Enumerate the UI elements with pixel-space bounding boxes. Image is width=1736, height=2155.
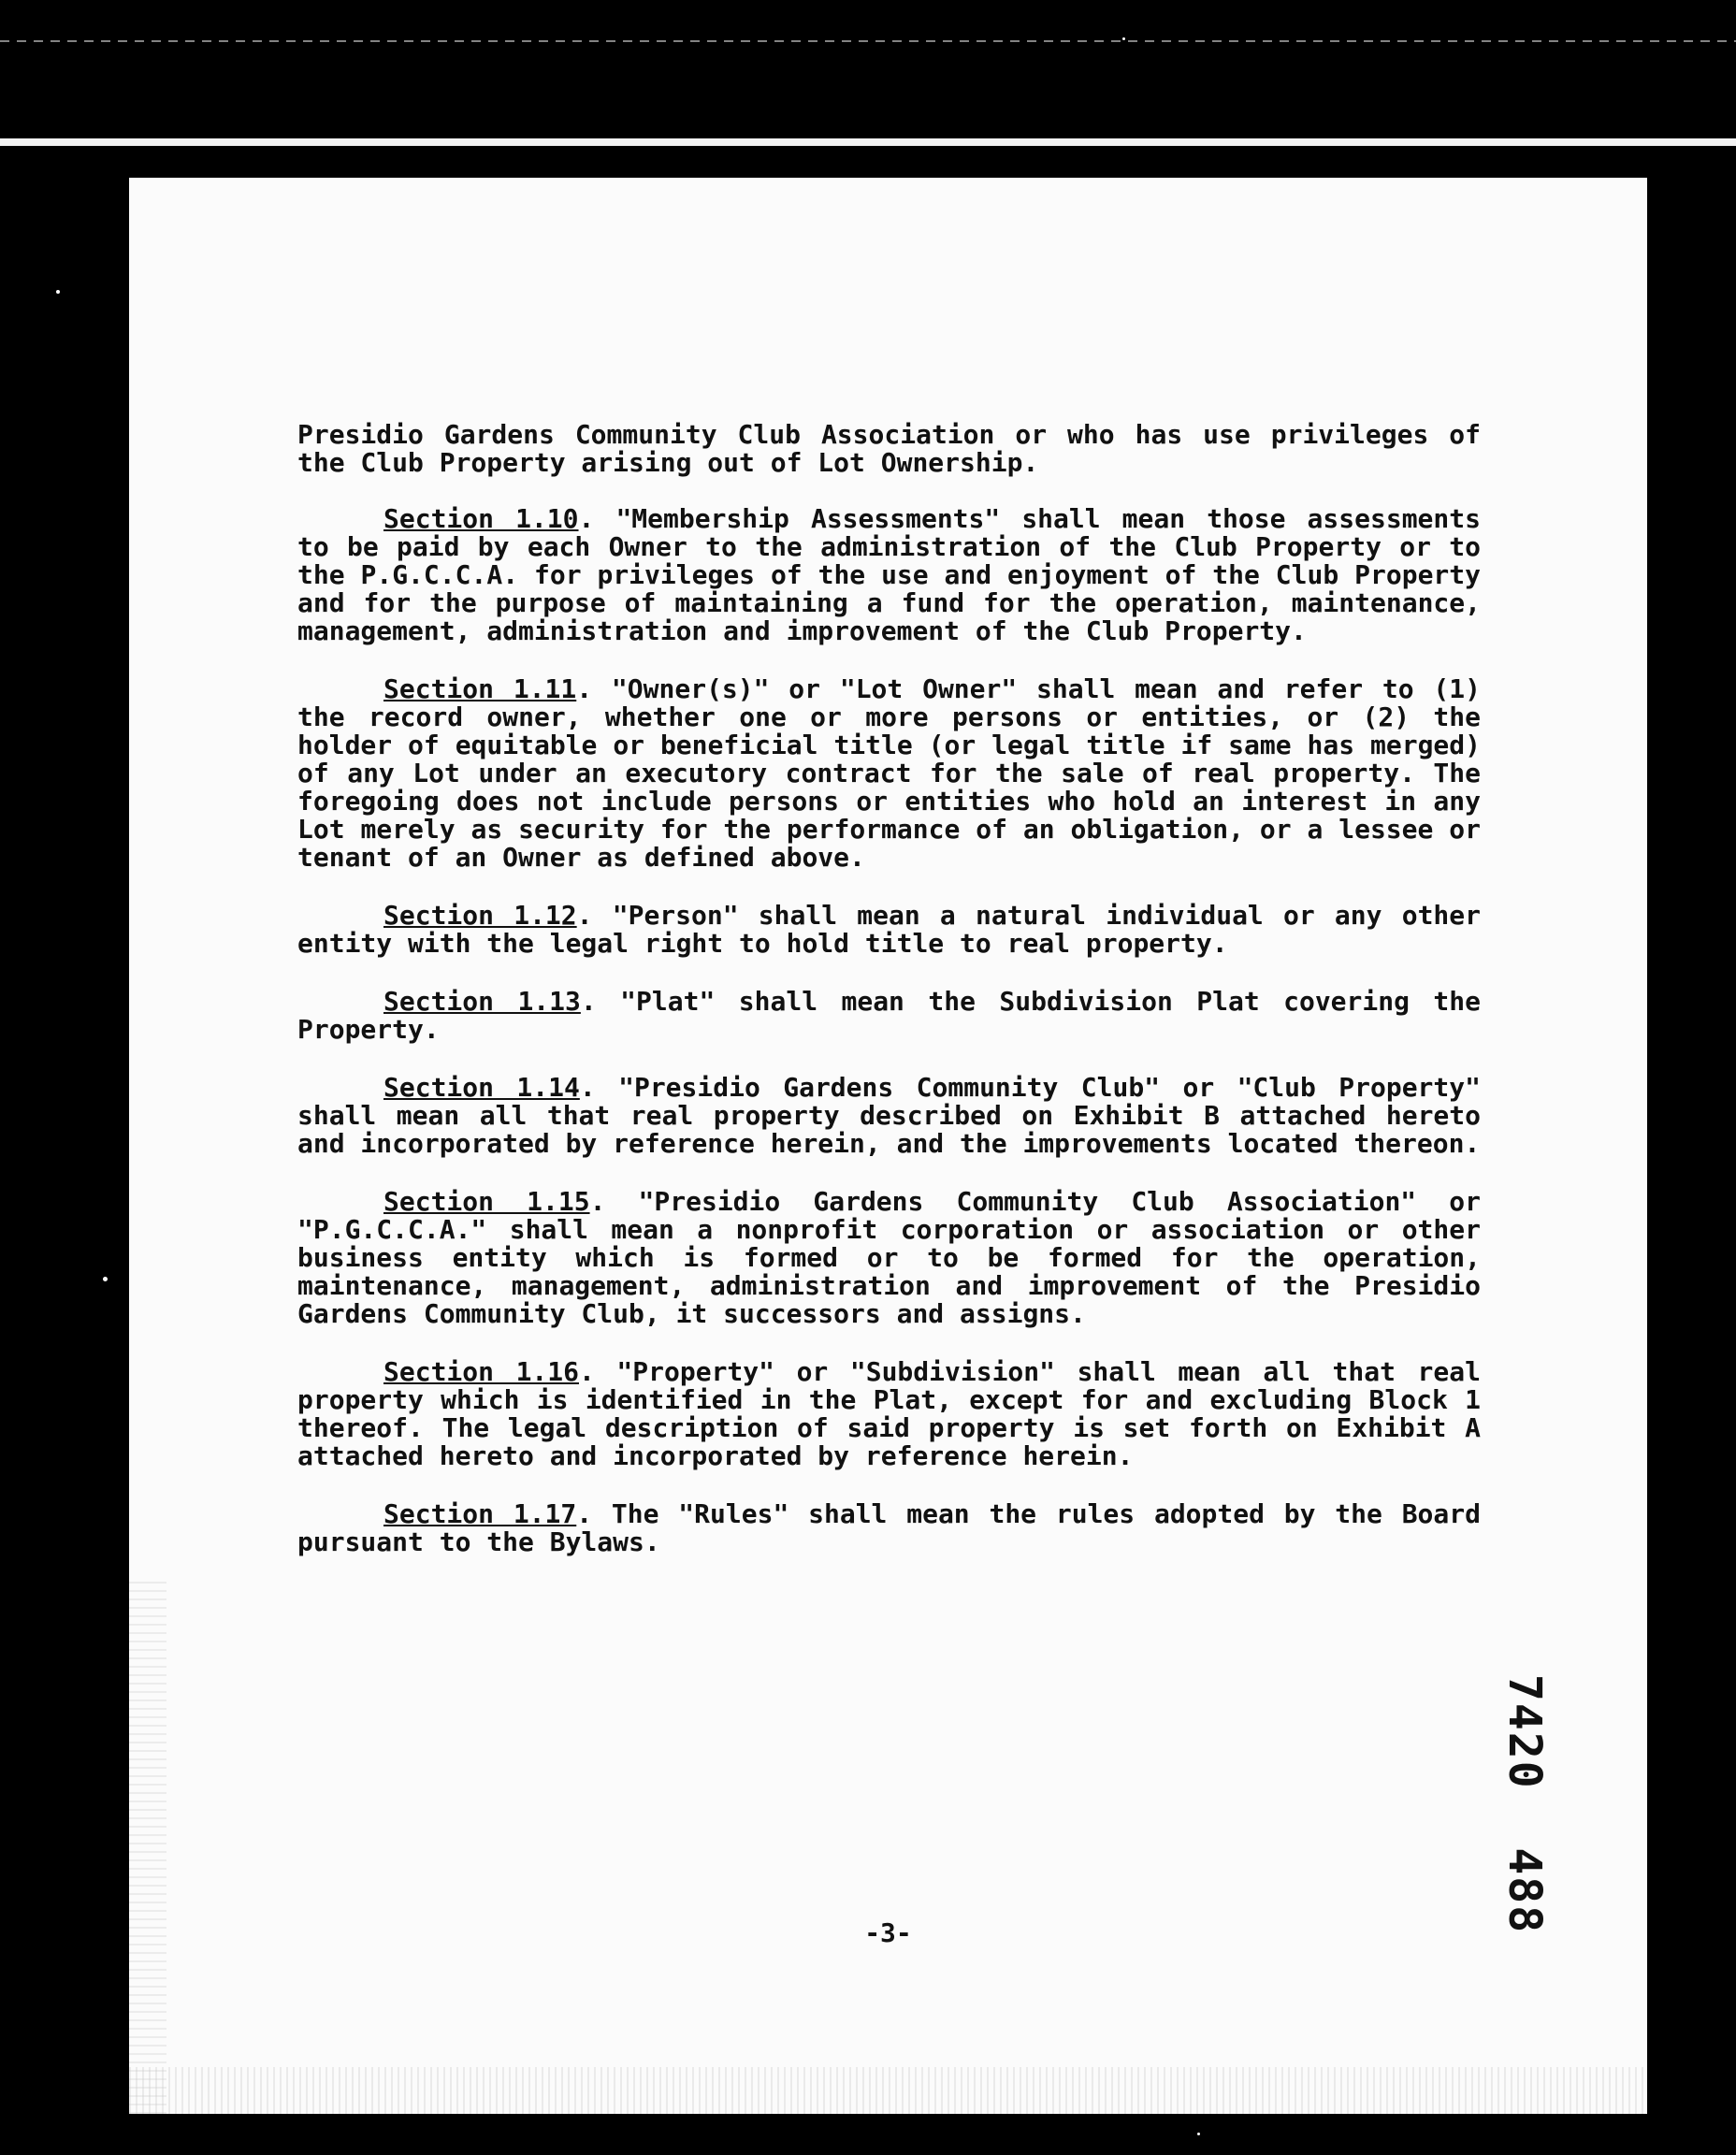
section-text: . "Presidio Gardens Community Club Association" or "P.G.C.C.A." shall mean a nonprofit corporation or association or other business entity which is formed or to be formed for the operation, maintenance, management, administration and improvement of the Presidio Gardens Community Club, it successors and assigns. [297,1186,1482,1329]
paragraph-text: Presidio Gardens Community Club Association or who has use privileges of the Club Property arising out of Lot Ownership. [297,419,1481,478]
scan-noise-bottom [129,2067,1647,2114]
scan-speck [56,290,60,294]
scan-speck [1197,2133,1200,2135]
scan-noise-left [129,1581,166,2114]
section-1-15 [297,1188,1481,1328]
section-1-12 [297,902,1481,958]
section-1-11 [297,675,1481,872]
section-text: . "Membership Assessments" shall mean those assessments to be paid by each Owner to the administration of the Club Property or to the P.G.C.C.A. for privileges of the use and enjoyment of the Club Property and for the purpose of maintaining a fund for the operation, maintenance, management, administration and improvement of the Club Property. [297,503,1481,646]
section-1-16 [297,1358,1481,1470]
section-text: . "Property" or "Subdivision" shall mean all that real property which is identified in the Plat, except for and excluding Block 1 thereof. The legal description of said property is set forth on Exhibit A attached hereto and incorporated by reference herein. [297,1356,1481,1471]
scan-speck [103,1277,108,1281]
section-text: . "Owner(s)" or "Lot Owner" shall mean and refer to (1) the record owner, whether one or more persons or entities, or (2) the holder of equitable or beneficial title (or legal title if same has merged) of any Lot under an executory contract for the sale of real property. The foregoing does not include persons or entities who hold an interest in any Lot merely as security for the performance of an obligation, or a lessee or tenant of an Owner as defined above. [297,673,1481,873]
section-heading: Section 1.17 [383,1498,577,1529]
section-heading: Section 1.16 [383,1356,579,1387]
margin-stamp [1467,1674,1551,2067]
section-1-14 [297,1074,1481,1158]
section-text: . "Person" shall mean a natural individual or any other entity with the legal right to hold title to real property. [297,900,1481,959]
document-body [297,421,1481,1586]
section-heading: Section 1.13 [383,986,581,1017]
section-text: . "Presidio Gardens Community Club" or "Club Property" shall mean all that real property described on Exhibit B attached hereto and incorporated by reference herein, and the improvements located thereon. [297,1072,1481,1159]
page-number: -3- [864,1917,912,1948]
scan-top-border [0,0,1736,138]
document-page [129,178,1647,2114]
section-1-17 [297,1500,1481,1556]
paragraph-continuation [297,421,1481,477]
section-heading: Section 1.15 [383,1186,590,1217]
section-heading: Section 1.11 [383,673,577,704]
section-heading: Section 1.14 [383,1072,580,1103]
section-text: . "Plat" shall mean the Subdivision Plat covering the Property. [297,986,1481,1045]
section-heading: Section 1.10 [383,503,579,534]
margin-stamp-text: 7420 488 [1498,1674,1551,1935]
section-1-10 [297,505,1481,645]
scan-speck [1122,37,1125,40]
section-1-13 [297,988,1481,1044]
scan-white-strip [0,138,1736,146]
scan-dashed-line [0,40,1736,42]
section-text: . The "Rules" shall mean the rules adopted by the Board pursuant to the Bylaws. [297,1498,1481,1557]
section-heading: Section 1.12 [383,900,577,931]
